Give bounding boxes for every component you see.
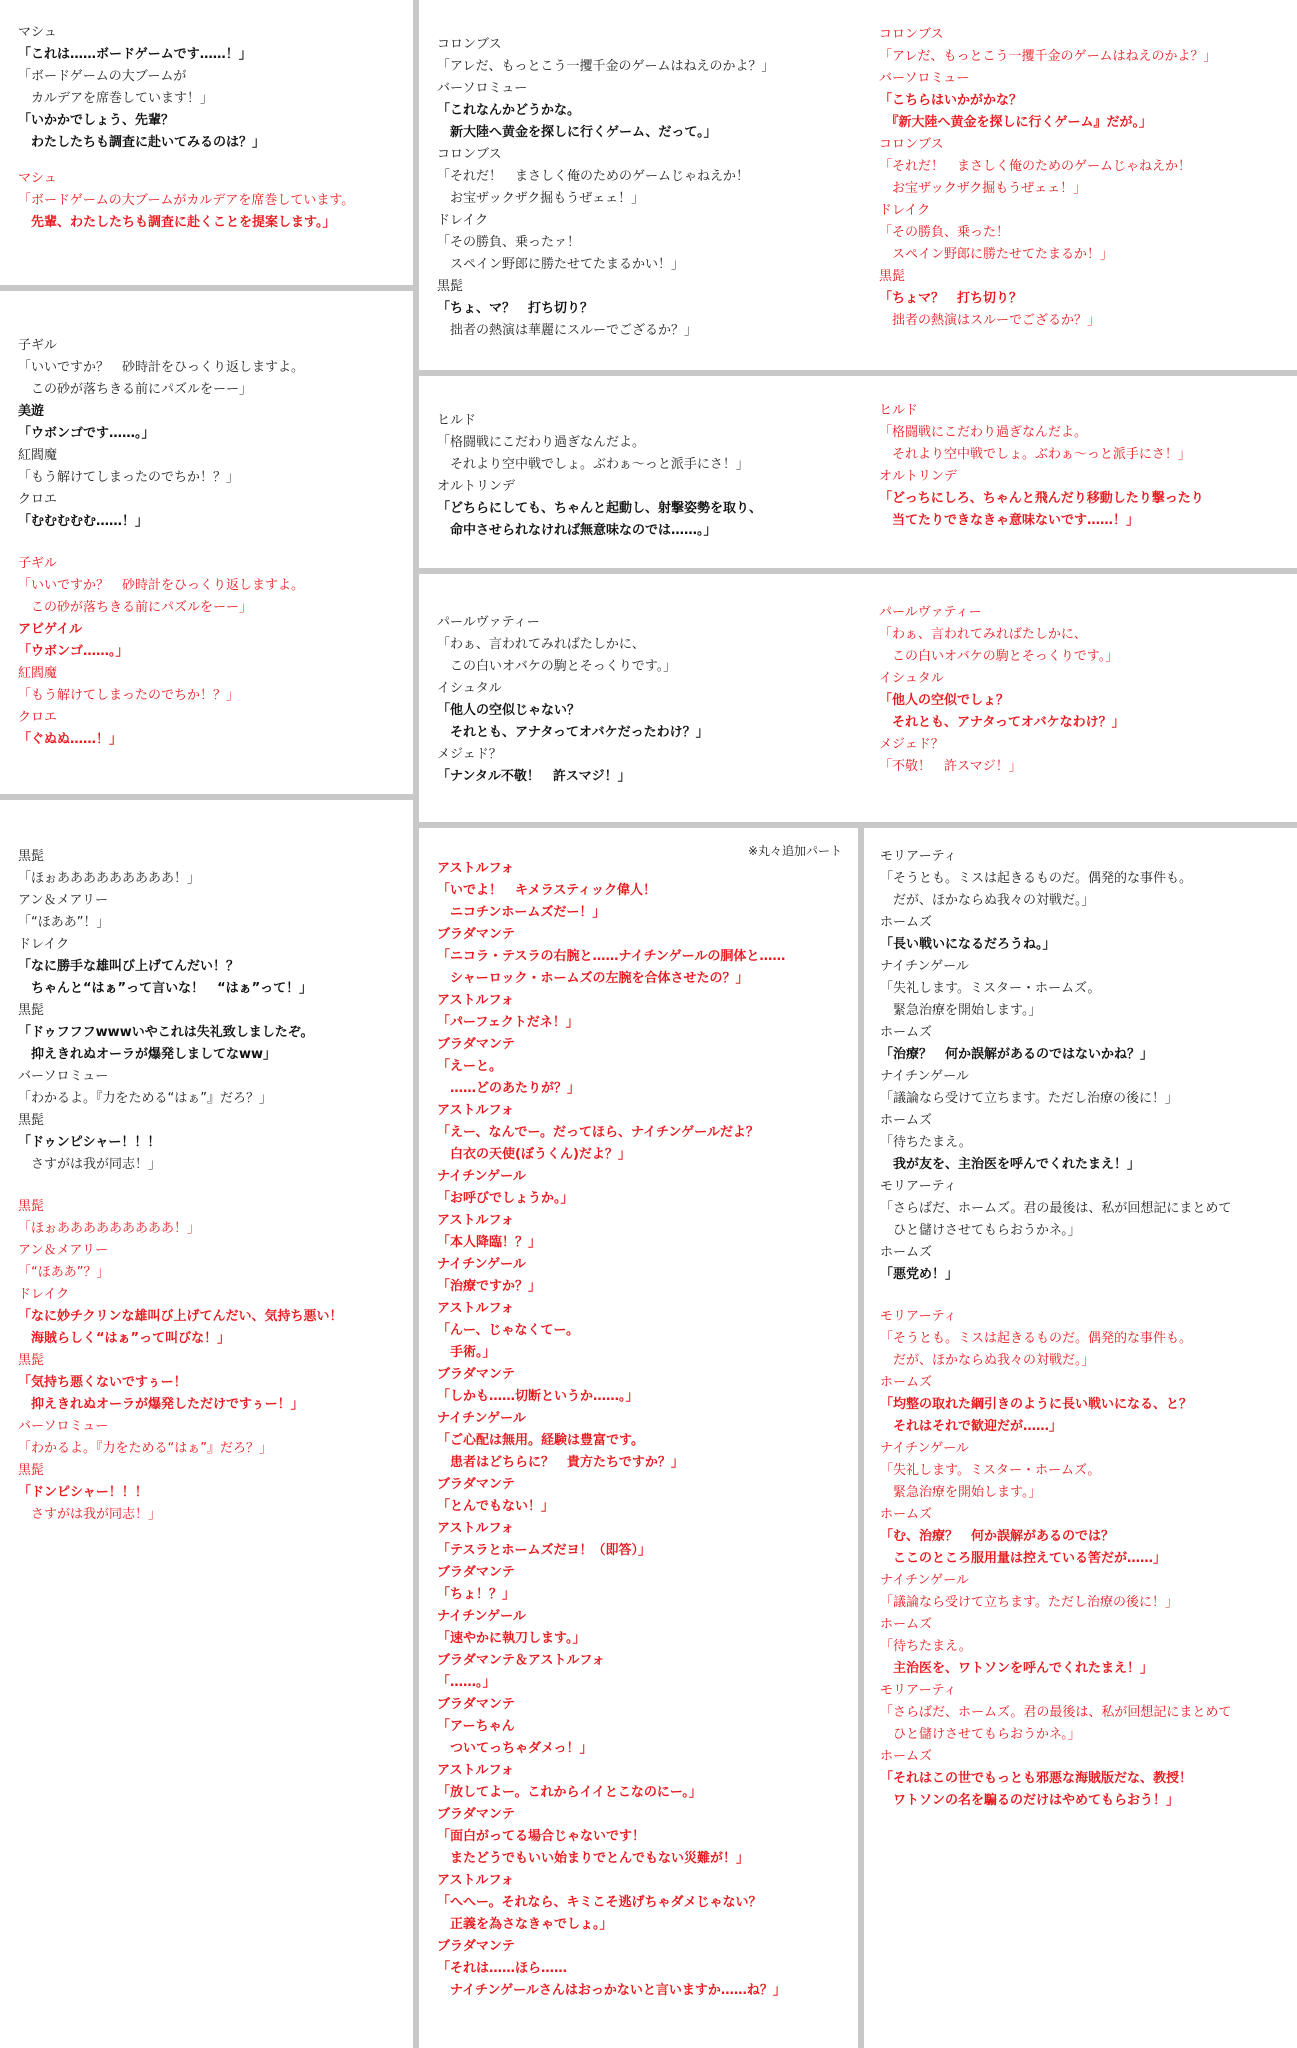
speaker-name: 黒髭	[879, 269, 906, 284]
dialogue-line: 「んー、じゃなくてー。	[437, 1323, 579, 1338]
speaker-name: コロンブス	[879, 137, 944, 152]
dialogue-line: 新大陸へ黄金を探しに行くゲーム、だって。」	[437, 125, 717, 140]
dialogue-line: 「ウボンゴです……。」	[18, 426, 155, 441]
speaker-name: バーソロミュー	[18, 1069, 109, 1084]
dialogue-line: ひと儲けさせてもらおうかネ。」	[880, 1727, 1081, 1742]
dialogue-line: 「待ちたまえ。	[880, 1135, 972, 1150]
speaker-name: イシュタル	[879, 671, 944, 686]
dialogue-line: ナイチンゲールさんはおっかないと言いますか……ね？」	[437, 1983, 786, 1998]
dialogue-line: 「それはこの世でもっとも邪悪な海賊版だな、教授！	[880, 1771, 1193, 1786]
dialogue-line: お宝ザックザク掘もうぜェェ！」	[437, 191, 645, 206]
dialogue-line: この砂が落ちきる前にパズルをーー」	[18, 382, 253, 397]
dialogue-line: 「どちらにしても、ちゃんと起動し、射撃姿勢を取り、	[437, 501, 763, 516]
script-column	[18, 335, 413, 794]
dialogue-line: 「これなんかどうかな。	[437, 103, 581, 118]
panel-gil	[0, 291, 413, 794]
speaker-name: ナイチンゲール	[880, 959, 969, 974]
dialogue-line: 「放してよー。これからイイとこなのにー。」	[437, 1785, 702, 1800]
script-column-revised	[879, 24, 1297, 370]
dialogue-line: 「待ちたまえ。	[880, 1639, 972, 1654]
speaker-name: バーソロミュー	[437, 81, 528, 96]
dialogue-line: 「ぐぬぬ……！」	[18, 732, 123, 747]
dialogue-line: 「そうとも。ミスは起きるものだ。偶発的な事件も。	[880, 871, 1193, 886]
speaker-name: 黒髭	[437, 279, 464, 294]
dialogue-line: アストルフォ	[437, 1763, 514, 1778]
dialogue-line: 「治療？ 何か誤解があるのではないかね？」	[880, 1047, 1154, 1062]
dialogue-line: 「ちょマ？ 打ち切り？	[879, 291, 1023, 306]
dialogue-line: 「テスラとホームズだヨ！（即答）」	[437, 1543, 651, 1558]
dialogue-line: 「さらばだ、ホームズ。君の最後は、私が回想記にまとめて	[880, 1705, 1232, 1720]
speaker-name: ドレイク	[18, 1287, 70, 1302]
dialogue-line: 「いいですか？ 砂時計をひっくり返しますよ。	[18, 360, 305, 375]
dialogue-line: 「議論なら受けて立ちます。ただし治療の後に！」	[880, 1595, 1178, 1610]
speaker-name: マシュ	[18, 25, 57, 40]
script-column	[18, 846, 413, 2048]
speaker-name: ドレイク	[437, 213, 489, 228]
dialogue-line: 「いでよ！ キメラスティック偉人！	[437, 883, 657, 898]
speaker-name: ナイチンゲール	[880, 1069, 969, 1084]
speaker-name: 子ギル	[18, 556, 57, 571]
dialogue-line: 「それだ！ まさしく俺のためのゲームじゃねえか！	[879, 159, 1192, 174]
dialogue-line: 「いいですか？ 砂時計をひっくり返しますよ。	[18, 578, 305, 593]
script-column	[18, 22, 413, 285]
dialogue-line: ここのところ服用量は控えている筈だが……」	[880, 1551, 1167, 1566]
dialogue-line: ブラダマンテ	[437, 1565, 515, 1580]
dialogue-line: 「ご心配は無用。経験は豊富です。	[437, 1433, 644, 1448]
dialogue-line: ニコチンホームズだー！」	[437, 905, 606, 920]
added-part-note: ※丸々追加パート	[747, 844, 842, 858]
speaker-name: アン＆メアリー	[18, 893, 108, 908]
dialogue-line: スペイン野郎に勝たせてたまるか！」	[879, 247, 1114, 262]
dialogue-line: 「他人の空似でしょ？	[879, 693, 1010, 708]
dialogue-line: ブラダマンテ	[437, 1697, 515, 1712]
dialogue-line: 「アレだ、もっとこう一攫千金のゲームはねえのかよ？」	[437, 59, 775, 74]
dialogue-line: 「ほぉあああああああああ！」	[18, 1221, 201, 1236]
dialogue-line: 「“ほああ”！」	[18, 915, 110, 930]
speaker-name: 黒髭	[18, 849, 45, 864]
speaker-name: メジェド？	[879, 737, 944, 752]
dialogue-line: 「もう解けてしまったのでちか！？」	[18, 470, 240, 485]
dialogue-line: さすがは我が同志！」	[18, 1507, 162, 1522]
dialogue-line: 「速やかに執刀します。」	[437, 1631, 586, 1646]
speaker-name: 紅閻魔	[18, 666, 58, 681]
dialogue-line: 「ドゥフフフwwwいやこれは失礼致しましたぞ。	[18, 1025, 314, 1040]
script-column-original	[437, 612, 857, 822]
dialogue-line: 海賊らしく“はぁ”って叫びな！」	[18, 1331, 231, 1346]
panel-mash	[0, 0, 413, 285]
dialogue-line: 「悪党め！」	[880, 1267, 959, 1282]
dialogue-line: 「長い戦いになるだろうね。」	[880, 937, 1056, 952]
dialogue-line: 「アーちゃん	[437, 1719, 515, 1734]
speaker-name: コロンブス	[437, 37, 502, 52]
speaker-name: 紅閻魔	[18, 448, 58, 463]
dialogue-line: ブラダマンテ	[437, 1477, 515, 1492]
dialogue-line: この砂が落ちきる前にパズルをーー」	[18, 600, 253, 615]
dialogue-line: アストルフォ	[437, 1301, 514, 1316]
dialogue-line: ついてっちゃダメっ！」	[437, 1741, 593, 1756]
speaker-name: コロンブス	[879, 27, 944, 42]
dialogue-line: 「えー、なんでー。だってほら、ナイチンゲールだよ？	[437, 1125, 759, 1140]
dialogue-line: 「ドゥンピシャー！！！	[18, 1135, 161, 1150]
dialogue-line: ナイチンゲール	[437, 1169, 526, 1184]
speaker-name: ホームズ	[880, 1113, 933, 1128]
dialogue-line: それとも、アナタってオバケだったわけ？」	[437, 725, 709, 740]
speaker-name: ホームズ	[880, 1507, 933, 1522]
dialogue-line: だが、ほかならぬ我々の対戦だ。」	[880, 1353, 1095, 1368]
dialogue-line: だが、ほかならぬ我々の対戦だ。」	[880, 893, 1095, 908]
dialogue-line: 当てたりできなきゃ意味ないです……！」	[879, 513, 1140, 528]
dialogue-line: ナイチンゲール	[437, 1411, 526, 1426]
dialogue-line: 抑えきれぬオーラが爆発しましてなww」	[18, 1047, 277, 1062]
dialogue-line: 「それは……ほら……	[437, 1961, 568, 1976]
dialogue-line: 「……。」	[437, 1675, 496, 1690]
dialogue-line: 「これは……ボードゲームです……！」	[18, 47, 252, 62]
speaker-name: 黒髭	[18, 1353, 45, 1368]
dialogue-line: 「その勝負、乗った！	[879, 225, 1010, 240]
dialogue-line: 「ほぉあああああああああ！」	[18, 871, 201, 886]
speaker-name: バーソロミュー	[18, 1419, 109, 1434]
dialogue-line: 「む、治療？ 何か誤解があるのでは？	[880, 1529, 1115, 1544]
speaker-name: クロエ	[18, 492, 58, 507]
dialogue-line: またどうでもいい始まりでとんでもない災難が！」	[437, 1851, 750, 1866]
dialogue-line: 「さらばだ、ホームズ。君の最後は、私が回想記にまとめて	[880, 1201, 1232, 1216]
spacer	[18, 1176, 413, 1196]
dialogue-line: ブラダマンテ	[437, 927, 515, 942]
dialogue-line: 「お呼びでしょうか。」	[437, 1191, 574, 1206]
dialogue-line: 「なに勝手な雄叫び上げてんだい！？	[18, 959, 240, 974]
dialogue-line: 患者はどちらに？ 貴方たちですか？」	[437, 1455, 684, 1470]
dialogue-line: 「こちらはいかがかな？	[879, 93, 1023, 108]
dialogue-line: 白衣の天使(ぼうくん)だよ？」	[437, 1147, 631, 1162]
spacer	[880, 1286, 1297, 1306]
dialogue-line: ブラダマンテ	[437, 1037, 515, 1052]
dialogue-line: 我が友を、主治医を呼んでくれたまえ！」	[880, 1157, 1141, 1172]
dialogue-line: 「他人の空似じゃない？	[437, 703, 581, 718]
dialogue-line: ブラダマンテ＆アストルフォ	[437, 1653, 605, 1668]
script-column-original	[437, 34, 857, 370]
speaker-name: ヒルド	[879, 403, 919, 418]
dialogue-line: ひと儲けさせてもらおうかネ。」	[880, 1223, 1081, 1238]
dialogue-line: それはそれで歓迎だが……」	[880, 1419, 1063, 1434]
speaker-name: バーソロミュー	[879, 71, 970, 86]
dialogue-line: 「治療ですか？」	[437, 1279, 542, 1294]
dialogue-line: 「議論なら受けて立ちます。ただし治療の後に！」	[880, 1091, 1178, 1106]
speaker-name: オルトリンデ	[879, 469, 958, 484]
dialogue-line: 「いかかでしょう、先輩？	[18, 113, 175, 128]
speaker-name: ホームズ	[880, 1245, 933, 1260]
dialogue-line: 「むむむむむ……！」	[18, 514, 149, 529]
dialogue-line: この白いオバケの駒とそっくりです。」	[879, 649, 1119, 664]
speaker-name: メジェド？	[437, 747, 502, 762]
dialogue-line: 抑えきれぬオーラが爆発しただけですぅー！」	[18, 1397, 304, 1412]
speaker-name: ヒルド	[437, 413, 477, 428]
dialogue-line: 「それだ！ まさしく俺のためのゲームじゃねえか！	[437, 169, 750, 184]
dialogue-line: 「格闘戦にこだわり過ぎなんだよ。	[879, 425, 1088, 440]
dialogue-line: ……どのあたりが？」	[437, 1081, 581, 1096]
spacer	[18, 154, 413, 168]
script-column	[880, 846, 1297, 2048]
dialogue-line: 「えーと。	[437, 1059, 503, 1074]
dialogue-line: 「ちょ！？」	[437, 1587, 516, 1602]
dialogue-line: ブラダマンテ	[437, 1367, 515, 1382]
panel-hildr	[419, 376, 1297, 568]
dialogue-line: 「どっちにしろ、ちゃんと飛んだり移動したり撃ったり	[879, 491, 1204, 506]
speaker-name: パールヴァティー	[879, 605, 982, 620]
panel-pirates	[0, 800, 413, 2048]
dialogue-line: さすがは我が同志！」	[18, 1157, 162, 1172]
panel-parvati	[419, 574, 1297, 822]
dialogue-line: カルデアを席巻しています！」	[18, 91, 214, 106]
dialogue-line: それより空中戦でしょ。ぶわぁ〜っと派手にさ！」	[879, 447, 1191, 462]
dialogue-line: 命中させられなければ無意味なのでは……。」	[437, 523, 717, 538]
dialogue-line: アストルフォ	[437, 861, 514, 876]
speaker-name: マシュ	[18, 171, 57, 186]
speaker-name: モリアーティ	[880, 1683, 957, 1698]
speaker-name: パールヴァティー	[437, 615, 540, 630]
dialogue-line: アストルフォ	[437, 1873, 514, 1888]
dialogue-line: お宝ザックザク掘もうぜェェ！」	[879, 181, 1087, 196]
dialogue-line: この白いオバケの駒とそっくりです。」	[437, 659, 677, 674]
dialogue-line: それとも、アナタってオバケなわけ？」	[879, 715, 1125, 730]
dialogue-line: 「面白がってる場合じゃないです！	[437, 1829, 646, 1844]
dialogue-line: アストルフォ	[437, 1521, 514, 1536]
dialogue-line: 「ボードゲームの大ブームが	[18, 69, 187, 84]
script-column-revised	[879, 400, 1297, 568]
dialogue-line: 手術。」	[437, 1345, 496, 1360]
speaker-name: ホームズ	[880, 1375, 933, 1390]
dialogue-line: 「“ほああ”？」	[18, 1265, 110, 1280]
dialogue-line: 「そうとも。ミスは起きるものだ。偶発的な事件も。	[880, 1331, 1193, 1346]
dialogue-line: 「わかるよ。『力をためる“はぁ”』だろ？」	[18, 1091, 272, 1106]
speaker-name: アン＆メアリー	[18, 1243, 108, 1258]
speaker-name: イシュタル	[437, 681, 502, 696]
speaker-name: オルトリンデ	[437, 479, 516, 494]
speaker-name: 黒髭	[18, 1113, 45, 1128]
dialogue-line: 「アレだ、もっとこう一攫千金のゲームはねえのかよ？」	[879, 49, 1217, 64]
dialogue-line: 『新大陸へ黄金を探しに行くゲーム』だが。」	[879, 115, 1153, 130]
dialogue-line: わたしたちも調査に赴いてみるのは？」	[18, 135, 266, 150]
script-column-revised	[437, 858, 858, 2048]
dialogue-line: 「格闘戦にこだわり過ぎなんだよ。	[437, 435, 646, 450]
dialogue-line: 「わぁ、言われてみればたしかに、	[879, 627, 1087, 642]
speaker-name: モリアーティ	[880, 1179, 957, 1194]
dialogue-line: 「ちょ、マ？ 打ち切り？	[437, 301, 594, 316]
panel-astolfo	[419, 828, 858, 2048]
dialogue-line: ナイチンゲール	[437, 1609, 526, 1624]
dialogue-line: 「しかも……切断というか……。」	[437, 1389, 639, 1404]
dialogue-line: 「その勝負、乗ったァ！	[437, 235, 581, 250]
dialogue-line: 「ニコラ・テスラの右腕と……ナイチンゲールの胴体と……	[437, 949, 786, 964]
dialogue-line: 「へへー。それなら、キミこそ逃げちゃダメじゃない？	[437, 1895, 762, 1910]
speaker-name: ホームズ	[880, 1749, 933, 1764]
dialogue-line: 「ボードゲームの大ブームがカルデアを席巻しています。	[18, 193, 355, 208]
dialogue-line: 「もう解けてしまったのでちか！？」	[18, 688, 240, 703]
panel-moriarty	[864, 828, 1297, 2048]
dialogue-line: ちゃんと“はぁ”って言いな！ “はぁ”って！」	[18, 981, 313, 996]
dialogue-line: 「なに妙チクリンな雄叫び上げてんだい、気持ち悪い！	[18, 1309, 343, 1324]
speaker-name: 黒髭	[18, 1003, 45, 1018]
speaker-name: クロエ	[18, 710, 58, 725]
dialogue-line: 「ウボンゴ……。」	[18, 644, 129, 659]
dialogue-line: シャーロック・ホームズの左腕を合体させたの？」	[437, 971, 749, 986]
dialogue-line: アストルフォ	[437, 1103, 514, 1118]
dialogue-line: 緊急治療を開始します。」	[880, 1485, 1042, 1500]
dialogue-line: ナイチンゲール	[437, 1257, 526, 1272]
dialogue-line: 主治医を、ワトソンを呼んでくれたまえ！」	[880, 1661, 1154, 1676]
dialogue-line: スペイン野郎に勝たせてたまるかい！」	[437, 257, 685, 272]
dialogue-line: 正義を為さなきゃでしょ。」	[437, 1917, 613, 1932]
speaker-name: ナイチンゲール	[880, 1573, 969, 1588]
speaker-name: ホームズ	[880, 915, 933, 930]
dialogue-line: ワトソンの名を騙るのだけはやめてもらおう！」	[880, 1793, 1180, 1808]
dialogue-line: 「本人降臨！？」	[437, 1235, 542, 1250]
dialogue-line: 先輩、わたしたちも調査に赴くことを提案します。」	[18, 215, 336, 230]
dialogue-line: 「パーフェクトだネ！」	[437, 1015, 579, 1030]
dialogue-line: 「わぁ、言われてみればたしかに、	[437, 637, 645, 652]
dialogue-line: 緊急治療を開始します。」	[880, 1003, 1042, 1018]
dialogue-line: 「気持ち悪くないですぅー！	[18, 1375, 187, 1390]
dialogue-line: 「ドンピシャー！！！	[18, 1485, 148, 1500]
dialogue-line: アストルフォ	[437, 993, 514, 1008]
speaker-name: モリアーティ	[880, 849, 957, 864]
dialogue-line: 「不敬！ 許スマジ！」	[879, 759, 1022, 774]
dialogue-line: ブラダマンテ	[437, 1807, 515, 1822]
spacer	[18, 533, 413, 553]
speaker-name: ドレイク	[879, 203, 931, 218]
dialogue-line: 「わかるよ。『力をためる“はぁ”』だろ？」	[18, 1441, 272, 1456]
dialogue-line: 「失礼します。ミスター・ホームズ。	[880, 981, 1101, 996]
dialogue-line: 「失礼します。ミスター・ホームズ。	[880, 1463, 1101, 1478]
dialogue-line: アビゲイル	[18, 622, 83, 637]
dialogue-line: 「ナンタル不敬！ 許スマジ！」	[437, 769, 631, 784]
speaker-name: コロンブス	[437, 147, 502, 162]
speaker-name: ドレイク	[18, 937, 70, 952]
dialogue-line: 拙者の熱演はスルーでござるか？」	[879, 313, 1101, 328]
panel-columbus	[419, 0, 1297, 370]
dialogue-line: 「均整の取れた綱引きのように長い戦いになる、と？	[880, 1397, 1193, 1412]
speaker-name: 黒髭	[18, 1199, 45, 1214]
speaker-name: 子ギル	[18, 338, 57, 353]
dialogue-line: 美遊	[18, 404, 45, 419]
speaker-name: ホームズ	[880, 1617, 933, 1632]
speaker-name: 黒髭	[18, 1463, 45, 1478]
dialogue-line: 「とんでもない！」	[437, 1499, 555, 1514]
speaker-name: ホームズ	[880, 1025, 933, 1040]
dialogue-line: ブラダマンテ	[437, 1939, 515, 1954]
script-column-revised	[879, 602, 1297, 822]
dialogue-line: それより空中戦でしょ。ぶわぁ〜っと派手にさ！」	[437, 457, 749, 472]
speaker-name: ナイチンゲール	[880, 1441, 969, 1456]
dialogue-line: アストルフォ	[437, 1213, 514, 1228]
speaker-name: モリアーティ	[880, 1309, 957, 1324]
script-column-original	[437, 410, 857, 568]
dialogue-line: 拙者の熱演は華麗にスルーでござるか？」	[437, 323, 698, 338]
